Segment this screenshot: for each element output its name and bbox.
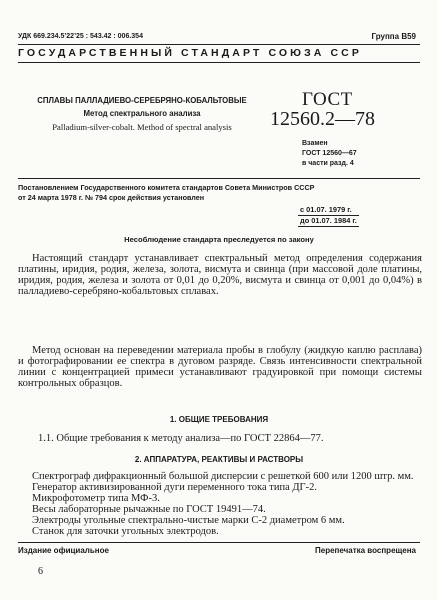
section-1-heading: 1. ОБЩИЕ ТРЕБОВАНИЯ: [169, 415, 269, 424]
official-edition-note: Издание официальное: [18, 546, 109, 555]
gost-label: ГОСТ: [302, 89, 353, 110]
equipment-list: [18, 471, 422, 537]
validity-dates: [298, 205, 359, 227]
udc-code: УДК 669.234.5’22’25 : 543.42 : 006.354: [18, 33, 143, 40]
equipment-item: Станок для заточки угольных электродов.: [32, 526, 219, 537]
decree-line-1: Постановлением Государственного комитета стандартов Совета Министров СССР: [18, 183, 315, 192]
equipment-item: Весы лабораторные рычажные по ГОСТ 19491—74.: [32, 504, 266, 515]
document-title: СПЛАВЫ ПАЛЛАДИЕВО-СЕРЕБРЯНО-КОБАЛЬТОВЫЕ: [37, 96, 247, 105]
section-2-heading: 2. АППАРАТУРА, РЕАКТИВЫ И РАСТВОРЫ: [134, 455, 304, 464]
decree-line-2: от 24 марта 1978 г. № 794 срок действия установлен: [18, 193, 205, 202]
document-subtitle: Метод спектрального анализа: [83, 109, 201, 118]
english-title: Palladium-silver-cobalt. Method of spectral analysis: [52, 122, 232, 132]
validity-to: до 01.07. 1984 г.: [300, 216, 357, 225]
equipment-item: Электроды угольные спектрально-чистые марки С-2 диаметром 6 мм.: [32, 515, 345, 526]
method-paragraph: Метод основан на переведении материала пробы в глобулу (жидкую каплю расплава) и фотографировании ее спектра в дуговом разряде. Связь интенсивности спектральной линии с концентрацией примеси устанавливают градуировкой при помощи системы контрольных образцов.: [18, 345, 422, 389]
intro-paragraph: Настоящий стандарт устанавливает спектральный метод определения содержания платины, иридия, родия, железа, золота, висмута и свинца (при массовой доле платины, иридия, родия, железа и золота от 0,01 до 0,20%, висмута и свинца от 0,001 до 0,04%) в палладиево-серебряно-кобальтовых сплавах.: [18, 253, 422, 297]
replacement-line-3: в части разд. 4: [302, 160, 354, 167]
replacement-line-2: ГОСТ 12560—67: [302, 150, 357, 157]
replacement-note: [302, 139, 357, 169]
replacement-line-1: Взамен: [302, 140, 328, 147]
gost-number: 12560.2—78: [270, 108, 375, 130]
decree-text: [18, 183, 420, 203]
equipment-item: Спектрограф дифракционный большой дисперсии с решеткой 600 или 1200 штр. мм.: [32, 471, 414, 482]
reprint-prohibited-note: Перепечатка воспрещена: [315, 546, 416, 555]
equipment-item: Генератор активизированной дуги переменного тока типа ДГ-2.: [32, 482, 318, 493]
legal-warning: Несоблюдение стандарта преследуется по закону: [124, 235, 314, 244]
header-top-rule: [18, 44, 420, 45]
footer-rule: [18, 542, 420, 543]
validity-from: с 01.07. 1979 г.: [298, 205, 359, 216]
equipment-item: Микрофотометр типа МФ-3.: [32, 493, 160, 504]
title-block: [18, 96, 266, 132]
header-bottom-rule: [18, 62, 420, 63]
group-code: Группа В59: [371, 32, 416, 41]
page-number: 6: [38, 566, 43, 577]
state-standard-banner: ГОСУДАРСТВЕННЫЙ СТАНДАРТ СОЮЗА ССР: [18, 47, 362, 59]
decree-rule: [18, 178, 420, 179]
section-1-text: 1.1. Общие требования к методу анализа—по ГОСТ 22864—77.: [38, 433, 324, 444]
